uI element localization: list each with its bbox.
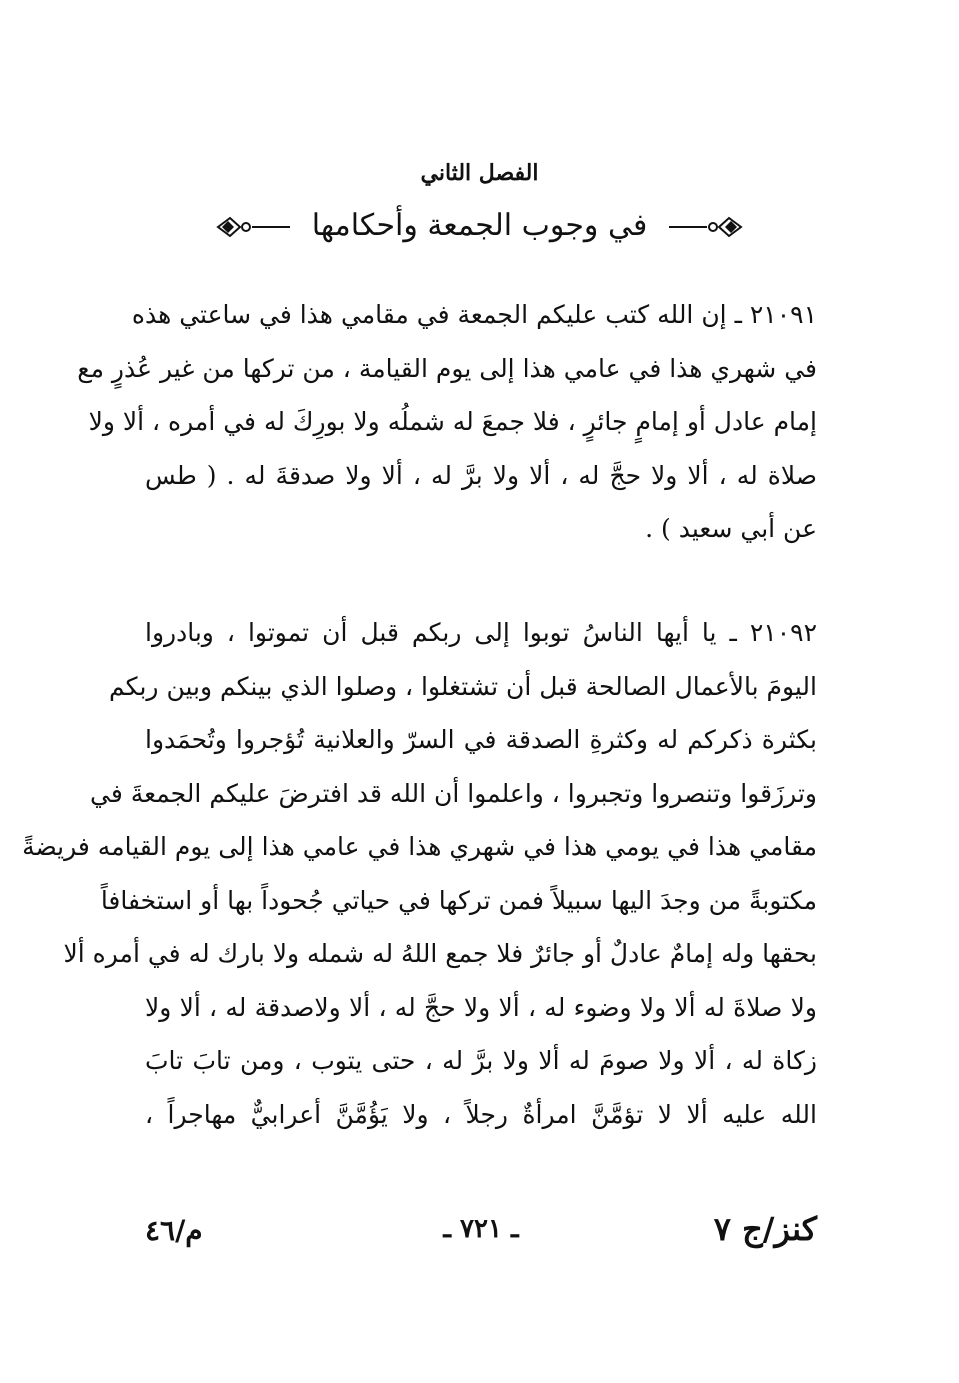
page-footer — [145, 1210, 817, 1258]
text-line: مكتوبةً من وجدَ اليها سبيلاً فمن تركها في حياتي جُحوداً بها أو استخفافاً — [100, 885, 817, 915]
chapter-title-text: في وجوب الجمعة وأحكامها — [311, 208, 648, 243]
signature-mark: م/٤٦ — [145, 1214, 203, 1247]
ornament-left-icon — [214, 215, 292, 239]
text-line: وترزَقوا وتنصروا وتجبروا ، واعلموا أن الله قد افترضَ عليكم الجمعةَ في — [90, 778, 817, 808]
text-line: ٢١٠٩٢ ـ يا أيها الناسُ توبوا إلى ربكم قبل أن تموتوا ، وبادروا — [145, 618, 817, 647]
text-line: اليومَ بالأعمال الصالحة قبل أن تشتغلوا ، وصلوا الذي بينكم وبين ربكم — [109, 671, 817, 701]
volume-signature: كنز/ج ٧ — [713, 1210, 817, 1248]
hadith-21092 — [22, 606, 817, 1141]
text-line: الله عليه ألا لا تؤمَّنَّ امرأةٌ رجلاً ، ولا يَؤُمَّنَّ أعرابيٌّ مهاجراً ، — [145, 1099, 817, 1129]
ornament-right-icon — [667, 215, 745, 239]
text-line: بكثرة ذكركم له وكثرةِ الصدقة في السرّ والعلانية تُؤجروا وتُحمَدوا — [145, 725, 817, 754]
text-line: ٢١٠٩١ ـ إن الله كتب عليكم الجمعة في مقامي هذا في ساعتي هذه — [131, 300, 817, 329]
chapter-title-row — [0, 208, 959, 243]
hadith-21091 — [77, 288, 817, 556]
text-line: صلاة له ، ألا ولا حجَّ له ، ألا ولا برَّ له ، ألا ولا صدقةَ له . ( طس — [145, 460, 817, 490]
text-line: مقامي هذا في يومي هذا في شهري هذا في عامي هذا إلى يوم القيامه فريضةً — [22, 832, 817, 861]
page-number: ـ ٧٢١ ـ — [443, 1214, 519, 1244]
text-line: بحقها وله إمامٌ عادلٌ أو جائرٌ فلا جمع اللهُ له شمله ولا بارك له في أمره ألا — [63, 939, 817, 968]
chapter-label: الفصل الثاني — [420, 160, 539, 186]
text-line: زكاة له ، ألا ولا صومَ له ألا ولا برَّ له ، حتى يتوب ، ومن تابَ تابَ — [145, 1046, 817, 1075]
text-line: إمام عادل أو إمامٍ جائرٍ ، فلا جمعَ له شملُه ولا بورِكَ له في أمره ، ألا ولا — [88, 407, 817, 436]
text-line: ولا صلاةَ له ألا ولا وضوء له ، ألا ولا حجَّ له ، ألا ولاصدقة له ، ألا ولا — [145, 992, 817, 1022]
text-line: في شهري هذا في عامي هذا إلى يوم القيامة ، من تركها من غير عُذرٍ مع — [77, 353, 817, 383]
text-line: عن أبي سعيد ) . — [645, 514, 817, 543]
